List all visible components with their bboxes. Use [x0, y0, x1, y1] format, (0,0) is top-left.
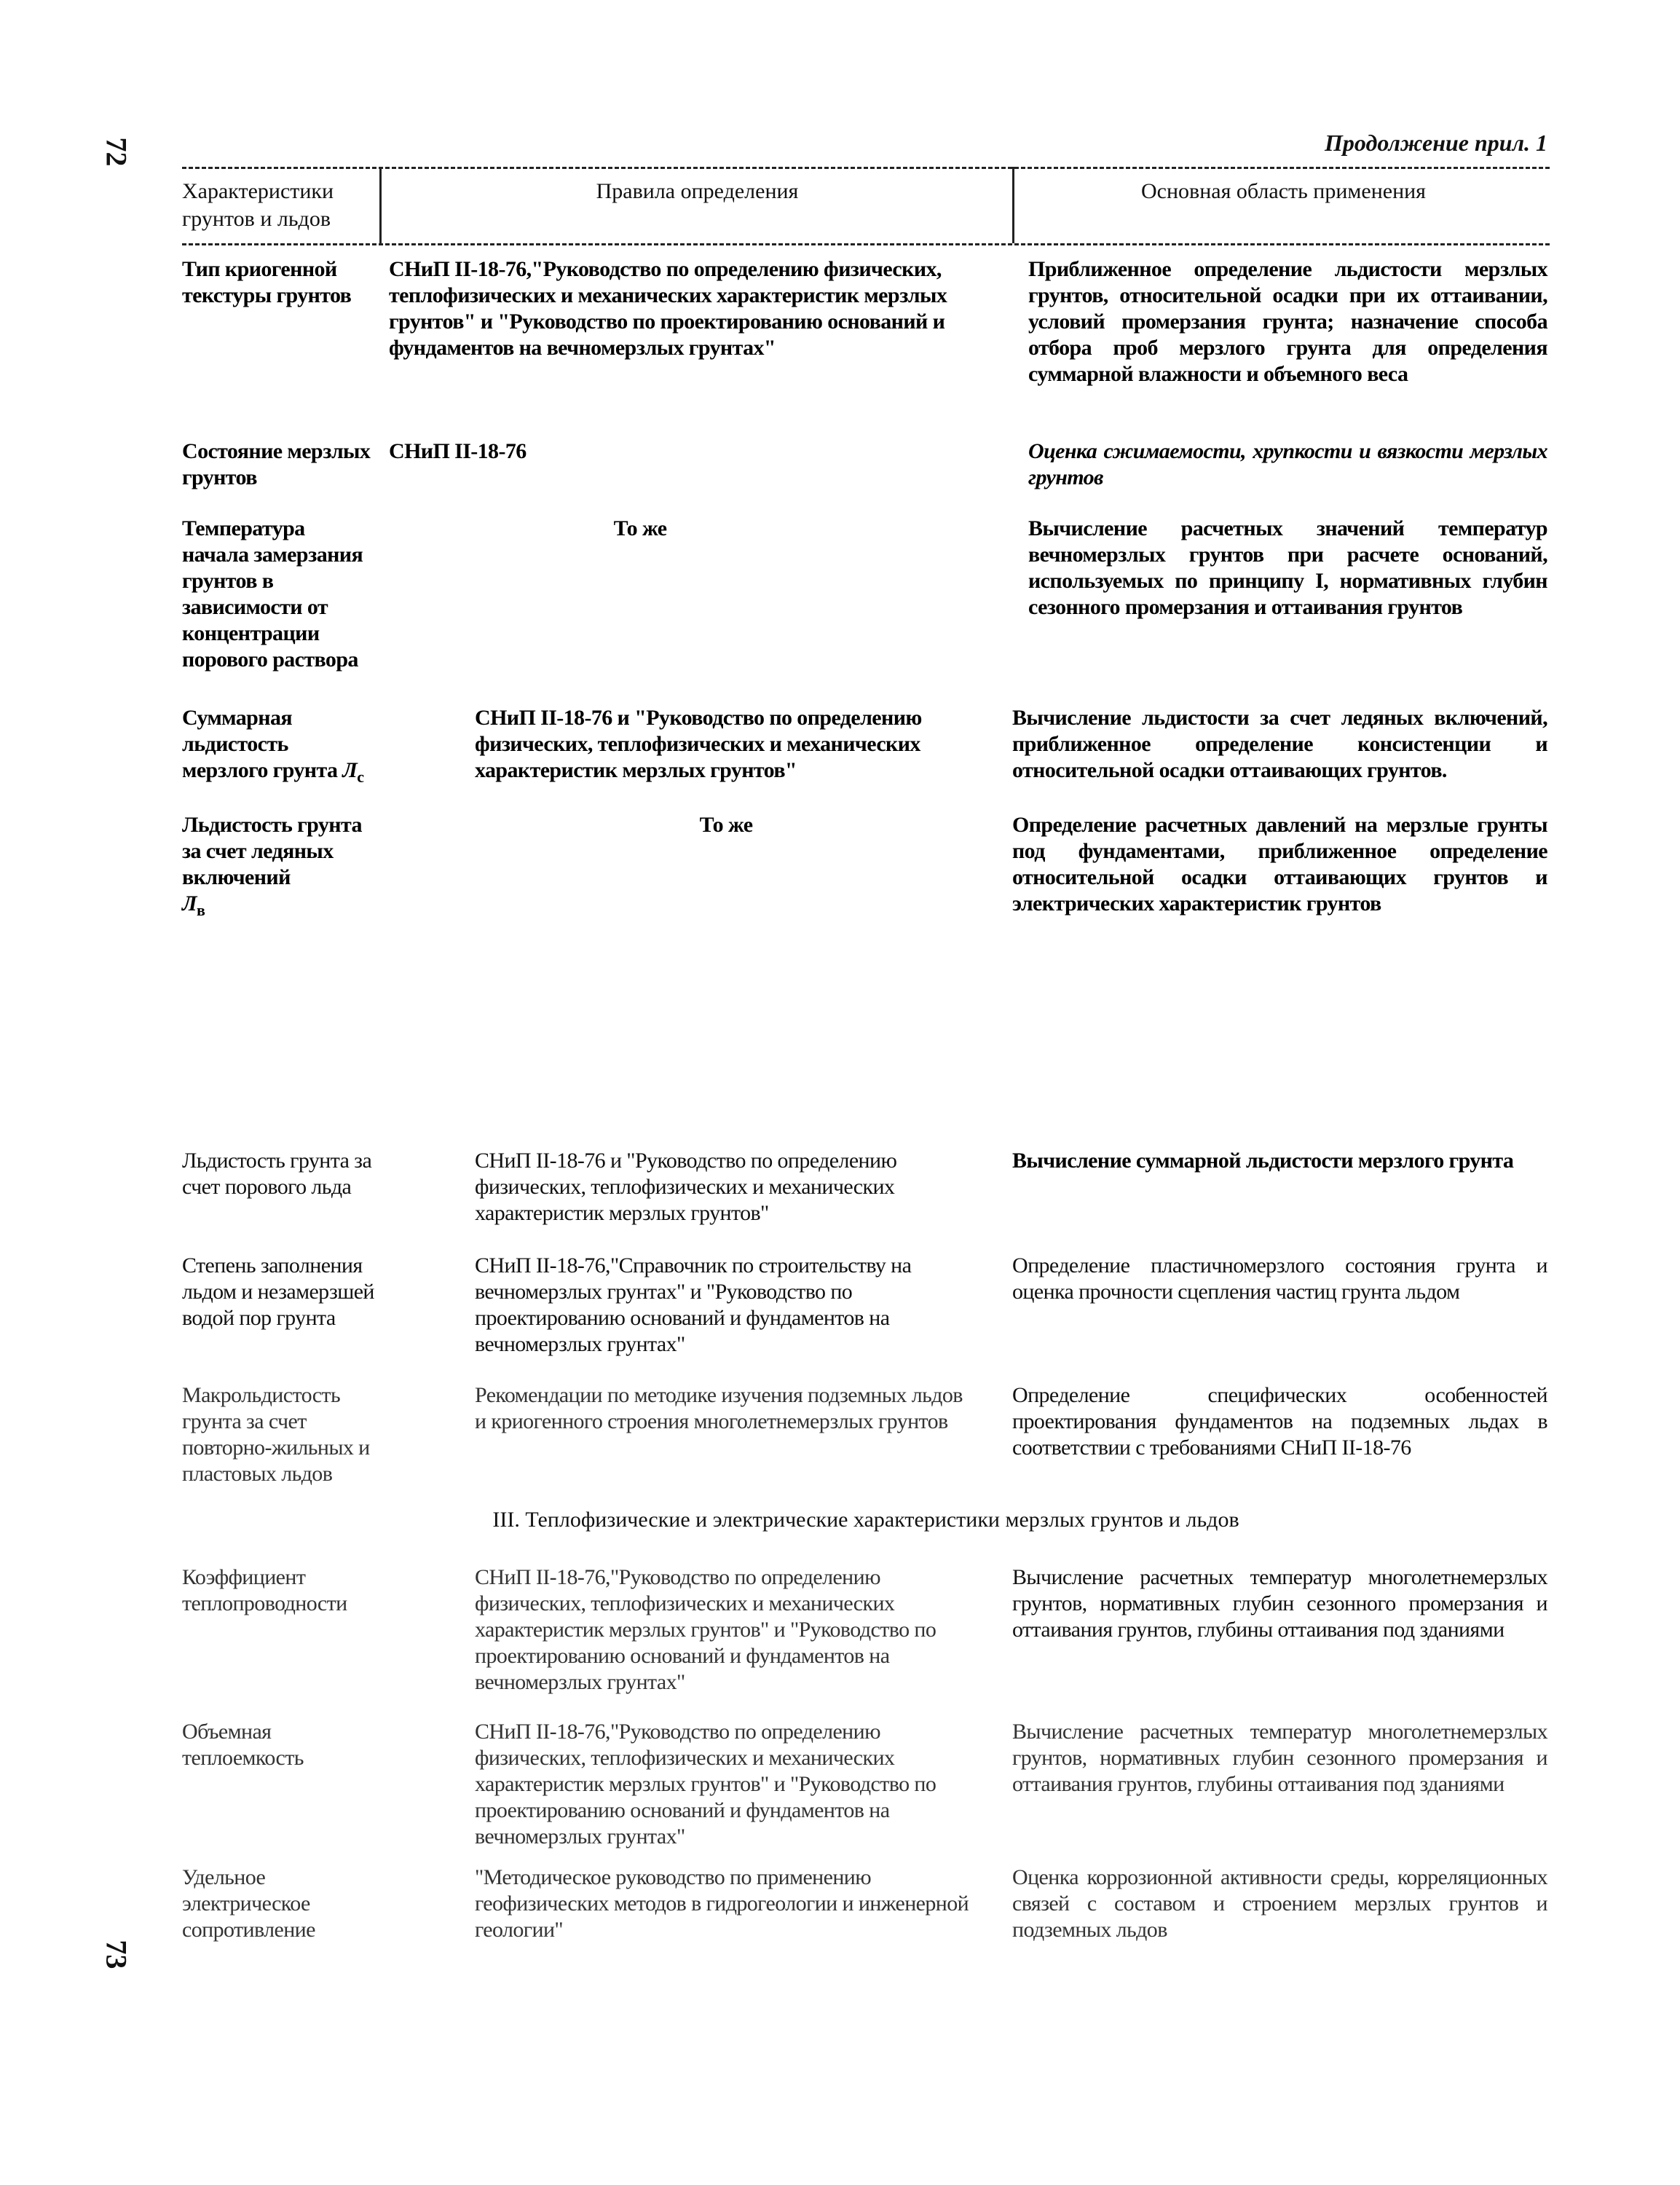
row-application: Вычисление расчетных температур многолетнемерзлых грунтов, нормативных глубин сезонного промерзания и оттаивания грунтов, глубины оттаивания под зданиями	[1012, 1565, 1547, 1642]
symbol: Л	[342, 758, 358, 782]
row-characteristic: Тип криогенной текстуры грунтов	[182, 257, 352, 307]
symbol: Л	[182, 891, 197, 916]
row-application: Вычисление расчетных значений температур вечномерзлых грунтов при расчете оснований, используемых по принципу I, нормативных глубин сезонного промерзания и оттаивания грунтов	[1028, 516, 1547, 619]
row-characteristic	[182, 705, 375, 790]
row-rules: Рекомендации по методике изучения подземных льдов и криогенного строения многолетнемерзлых грунтов	[475, 1383, 963, 1433]
row-application: Вычисление суммарной льдистости мерзлого грунта	[1012, 1149, 1514, 1173]
row-characteristic: Объемная теплоемкость	[182, 1720, 304, 1770]
row-application: Определение расчетных давлений на мерзлые грунты под фундаментами, приближенное определение относительной осадки оттаивающих грунтов и электрических характеристик грунтов	[1012, 813, 1547, 916]
header-column-divider	[1012, 167, 1014, 243]
row-application: Вычисление расчетных температур многолетнемерзлых грунтов, нормативных глубин сезонного промерзания и оттаивания грунтов, глубины оттаивания под зданиями	[1012, 1720, 1547, 1796]
row-application: Оценка сжимаемости, хрупкости и вязкости мерзлых грунтов	[1028, 439, 1547, 489]
symbol-subscript: с	[357, 768, 364, 786]
characteristic-text: Суммарная льдистость мерзлого грунта	[182, 706, 338, 782]
row-rules: СНиП II-18-76,"Руководство по определению физических, теплофизических и механических характеристик мерзлых грунтов" и "Руководство по проектированию оснований и фундаментов на вечномерзлых грунтах"	[475, 1565, 936, 1694]
symbol-subscript: в	[196, 901, 205, 919]
page-number-top: 72	[100, 137, 133, 167]
header-application: Основная область применения	[1141, 179, 1426, 203]
row-characteristic: Коэффициент теплопроводности	[182, 1565, 347, 1615]
row-characteristic: Состояние мерзлых грунтов	[182, 439, 371, 489]
row-application: Оценка коррозионной активности среды, корреляционных связей с составом и строением мерзлых грунтов и подземных льдов	[1012, 1865, 1547, 1942]
row-application: Определение специфических особенностей проектирования фундаментов на подземных льдах в соответствии с требованиями СНиП II-18-76	[1012, 1383, 1547, 1460]
section-title: III. Теплофизические и электрические характеристики мерзлых грунтов и льдов	[492, 1508, 1239, 1532]
row-rules: СНиП II-18-76,"Руководство по определению физических, теплофизических и механических характеристик мерзлых грунтов" и "Руководство по проектированию оснований и фундаментов на вечномерзлых грунтах"	[389, 257, 947, 360]
row-characteristic: Льдистость грунта за счет порового льда	[182, 1149, 372, 1199]
row-characteristic: Степень заполнения льдом и незамерзшей водой пор грунта	[182, 1253, 374, 1330]
header-column-divider	[379, 167, 382, 243]
continuation-label: Продолжение прил. 1	[1325, 130, 1547, 156]
row-rules: То же	[613, 516, 667, 540]
characteristic-text: Льдистость грунта за счет ледяных включений	[182, 813, 362, 889]
row-application: Приближенное определение льдистости мерзлых грунтов, относительной осадки при их оттаивании, условий промерзания грунта; назначение способа отбора проб мерзлого грунта для определения суммарной влажности и объемного веса	[1028, 257, 1547, 386]
row-application: Вычисление льдистости за счет ледяных включений, приближенное определение консистенции и относительной осадки оттаивающих грунтов.	[1012, 706, 1547, 782]
row-rules: СНиП II-18-76 и "Руководство по определению физических, теплофизических и механических характеристик мерзлых грунтов"	[475, 1149, 897, 1225]
row-rules: "Методическое руководство по применению геофизических методов в гидрогеологии и инженерной геологии"	[475, 1865, 969, 1942]
row-characteristic: Удельное электрическое сопротивление	[182, 1865, 315, 1942]
row-characteristic: Макрольдистость грунта за счет повторно-жильных и пластовых льдов	[182, 1383, 370, 1486]
page-number-bottom: 73	[100, 1940, 133, 1969]
header-bottom-divider	[182, 243, 1550, 245]
row-rules: СНиП II-18-76,"Руководство по определению физических, теплофизических и механических характеристик мерзлых грунтов" и "Руководство по проектированию оснований и фундаментов на вечномерзлых грунтах"	[475, 1720, 936, 1849]
row-characteristic: Температура начала замерзания грунтов в зависимости от концентрации порового раствора	[182, 516, 363, 672]
row-rules: То же	[699, 813, 753, 837]
header-characteristic: Характеристики грунтов и льдов	[182, 179, 334, 231]
table-top-divider	[182, 167, 1550, 169]
header-rules: Правила определения	[596, 179, 799, 203]
row-rules: СНиП II-18-76,"Справочник по строительству на вечномерзлых грунтах" и "Руководство по проектированию оснований и фундаментов на вечномерзлых грунтах"	[475, 1253, 912, 1356]
row-application: Определение пластичномерзлого состояния грунта и оценка прочности сцепления частиц грунта льдом	[1012, 1253, 1547, 1304]
row-characteristic	[182, 812, 375, 924]
row-rules: СНиП II-18-76 и "Руководство по определению физических, теплофизических и механических характеристик мерзлых грунтов"	[475, 706, 922, 782]
row-rules: СНиП II-18-76	[389, 439, 527, 463]
